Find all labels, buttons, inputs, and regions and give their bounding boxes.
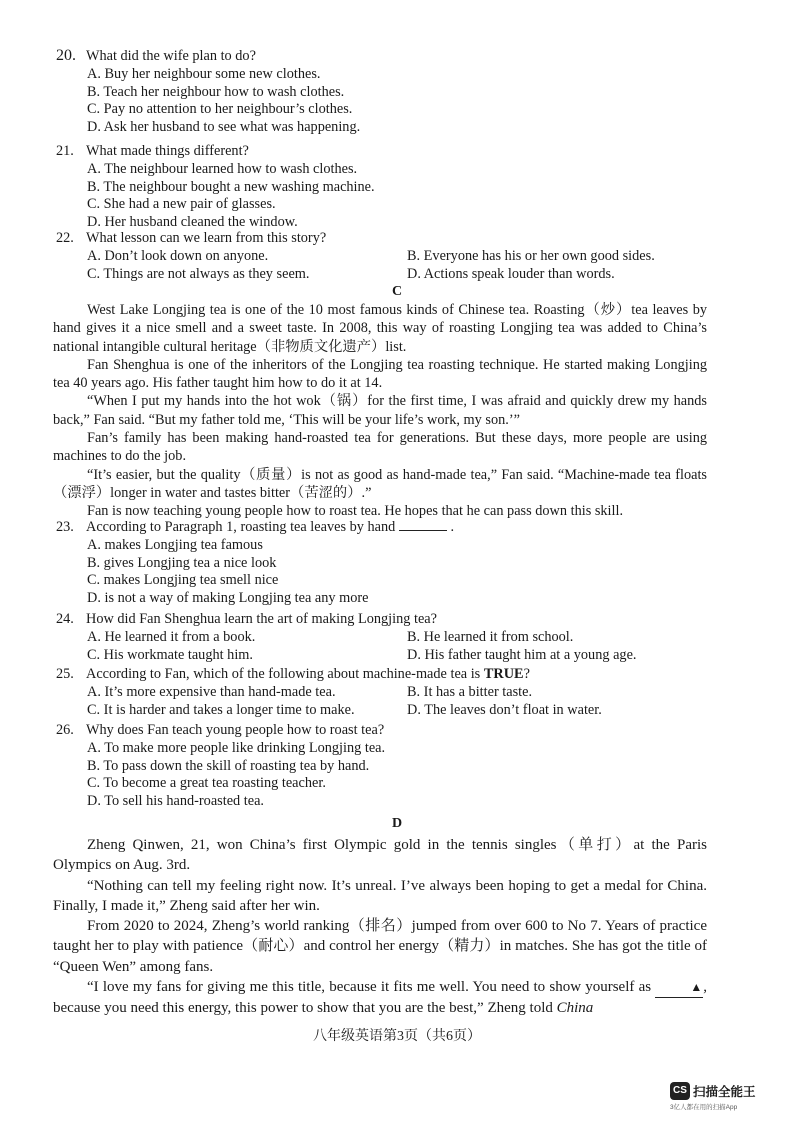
question-23 xyxy=(56,518,736,606)
question-21 xyxy=(56,142,736,230)
option-a: A. He learned it from a book. xyxy=(87,629,256,645)
option-b: B. gives Longjing tea a nice look xyxy=(87,554,277,571)
answer-blank-marker: ▲ xyxy=(655,977,703,998)
option-a: A. To make more people like drinking Longjing tea. xyxy=(87,740,386,756)
question-number: 25. xyxy=(56,666,74,682)
question-stem: What lesson can we learn from this story? xyxy=(86,230,327,246)
option-b: B. He learned it from school. xyxy=(407,629,574,645)
question-24 xyxy=(56,610,736,663)
option-a: A. The neighbour learned how to wash clothes. xyxy=(87,161,358,177)
question-number: 20. xyxy=(56,47,76,64)
option-a: A. makes Longjing tea famous xyxy=(87,537,263,553)
option-d: D. Actions speak louder than words. xyxy=(407,265,615,282)
option-a: A. It’s more expensive than hand-made tea. xyxy=(87,684,336,700)
passage-d xyxy=(53,835,707,1019)
question-number: 23. xyxy=(56,519,74,535)
option-d: D. Ask her husband to see what was happening. xyxy=(87,118,361,135)
passage-c xyxy=(53,301,707,521)
question-number: 22. xyxy=(56,230,74,246)
question-stem: How did Fan Shenghua learn the art of making Longjing tea? xyxy=(86,611,437,627)
option-a: A. Buy her neighbour some new clothes. xyxy=(87,66,321,82)
passage-paragraph: “Nothing can tell my feeling right now. It’s unreal. I’ve always been hoping to get a medal for China. Finally, I made it,” Zheng said after her win. xyxy=(53,877,707,914)
option-d: D. His father taught him at a young age. xyxy=(407,646,637,663)
passage-text: “I love my fans for giving me this title, because it fits me well. You need to show yourself as xyxy=(87,979,652,996)
passage-paragraph-last xyxy=(53,977,707,1019)
passage-paragraph: “When I put my hands into the hot wok（锅）for the first time, I was afraid and quickly drew my hands back,” Fan said. “But my father told me, ‘This will be your life’s work, my son.’” xyxy=(53,393,707,428)
scanner-watermark xyxy=(670,1082,782,1111)
section-heading-c: C xyxy=(391,284,403,299)
option-d: D. is not a way of making Longjing tea any more xyxy=(87,589,369,606)
passage-paragraph: From 2020 to 2024, Zheng’s world ranking（排名）jumped from over 600 to No 7. Years of practice taught her to play with patience（耐心）and control her energy（精力）in matches. She has got the title of “Queen Wen” among fans. xyxy=(53,918,707,975)
passage-paragraph: Fan Shenghua is one of the inheritors of the Longjing tea roasting technique. He started making Longjing tea 40 years ago. His father taught him how to do it at 14. xyxy=(53,356,707,392)
option-d: D. Her husband cleaned the window. xyxy=(87,213,298,230)
question-stem-emphasis: TRUE xyxy=(483,666,524,682)
scanner-name: 扫描全能王 xyxy=(693,1085,756,1099)
question-22 xyxy=(56,229,736,282)
passage-paragraph: Fan is now teaching young people how to roast tea. He hopes that he can pass down this skill. xyxy=(87,503,624,520)
option-c: C. His workmate taught him. xyxy=(87,646,253,663)
publication-name: China xyxy=(556,1000,594,1017)
option-c: C. Pay no attention to her neighbour’s clothes. xyxy=(87,101,353,118)
question-25 xyxy=(56,665,736,718)
passage-paragraph: West Lake Longjing tea is one of the 10 most famous kinds of Chinese tea. Roasting（炒）tea leaves by hand gives it a nice smell and a sweet taste. In 2008, this way of roasting Longjing tea was added to China’s national intangible cultural heritage（非物质文化遗产）list. xyxy=(53,302,707,355)
question-stem: Why does Fan teach young people how to roast tea? xyxy=(86,722,385,738)
question-stem: According to Paragraph 1, roasting tea leaves by hand xyxy=(86,519,396,535)
passage-paragraph: Fan’s family has been making hand-roasted tea for generations. But these days, more people are using machines to do the job. xyxy=(53,430,707,465)
question-20 xyxy=(56,47,736,135)
option-c: C. She had a new pair of glasses. xyxy=(87,196,276,213)
question-26 xyxy=(56,721,736,809)
option-c: C. makes Longjing tea smell nice xyxy=(87,572,279,589)
option-a: A. Don’t look down on anyone. xyxy=(87,248,269,264)
option-d: D. The leaves don’t float in water. xyxy=(407,701,602,718)
option-c: C. It is harder and takes a longer time to make. xyxy=(87,701,355,718)
section-heading-d: D xyxy=(391,816,403,831)
scanner-slogan: 3亿人都在用的扫描App xyxy=(670,1104,738,1112)
option-b: B. Everyone has his or her own good sides. xyxy=(407,248,655,264)
option-b: B. It has a bitter taste. xyxy=(407,684,533,700)
passage-text: , because you need this energy, this power to show that you are the best,” Zheng told xyxy=(53,979,708,1017)
answer-blank xyxy=(399,518,447,531)
option-d: D. To sell his hand-roasted tea. xyxy=(87,792,265,809)
question-number: 21. xyxy=(56,143,74,159)
option-c: C. Things are not always as they seem. xyxy=(87,265,310,282)
question-stem: What did the wife plan to do? xyxy=(86,48,256,64)
question-stem: According to Fan, which of the following about machine-made tea is xyxy=(86,666,481,682)
scanner-logo-icon: CS xyxy=(670,1082,690,1100)
passage-paragraph: “It’s easier, but the quality（质量）is not as good as hand-made tea,” Fan said. “Machine-made tea floats（漂浮）longer in water and tastes bitter（苦涩的）.” xyxy=(53,466,707,501)
page-footer: 八年级英语第3页（共6页） xyxy=(313,1029,481,1044)
question-number: 26. xyxy=(56,722,74,738)
passage-paragraph: Zheng Qinwen, 21, won China’s first Olympic gold in the tennis singles（单打）at the Paris Olympics on Aug. 3rd. xyxy=(53,837,707,874)
option-b: B. The neighbour bought a new washing machine. xyxy=(87,178,375,195)
question-stem: What made things different? xyxy=(86,143,249,159)
option-b: B. Teach her neighbour how to wash clothes. xyxy=(87,83,345,100)
option-b: B. To pass down the skill of roasting tea by hand. xyxy=(87,757,370,774)
question-number: 24. xyxy=(56,611,74,627)
question-stem-end: . xyxy=(450,519,455,535)
option-c: C. To become a great tea roasting teacher. xyxy=(87,775,326,792)
question-stem-end: ? xyxy=(523,666,530,682)
